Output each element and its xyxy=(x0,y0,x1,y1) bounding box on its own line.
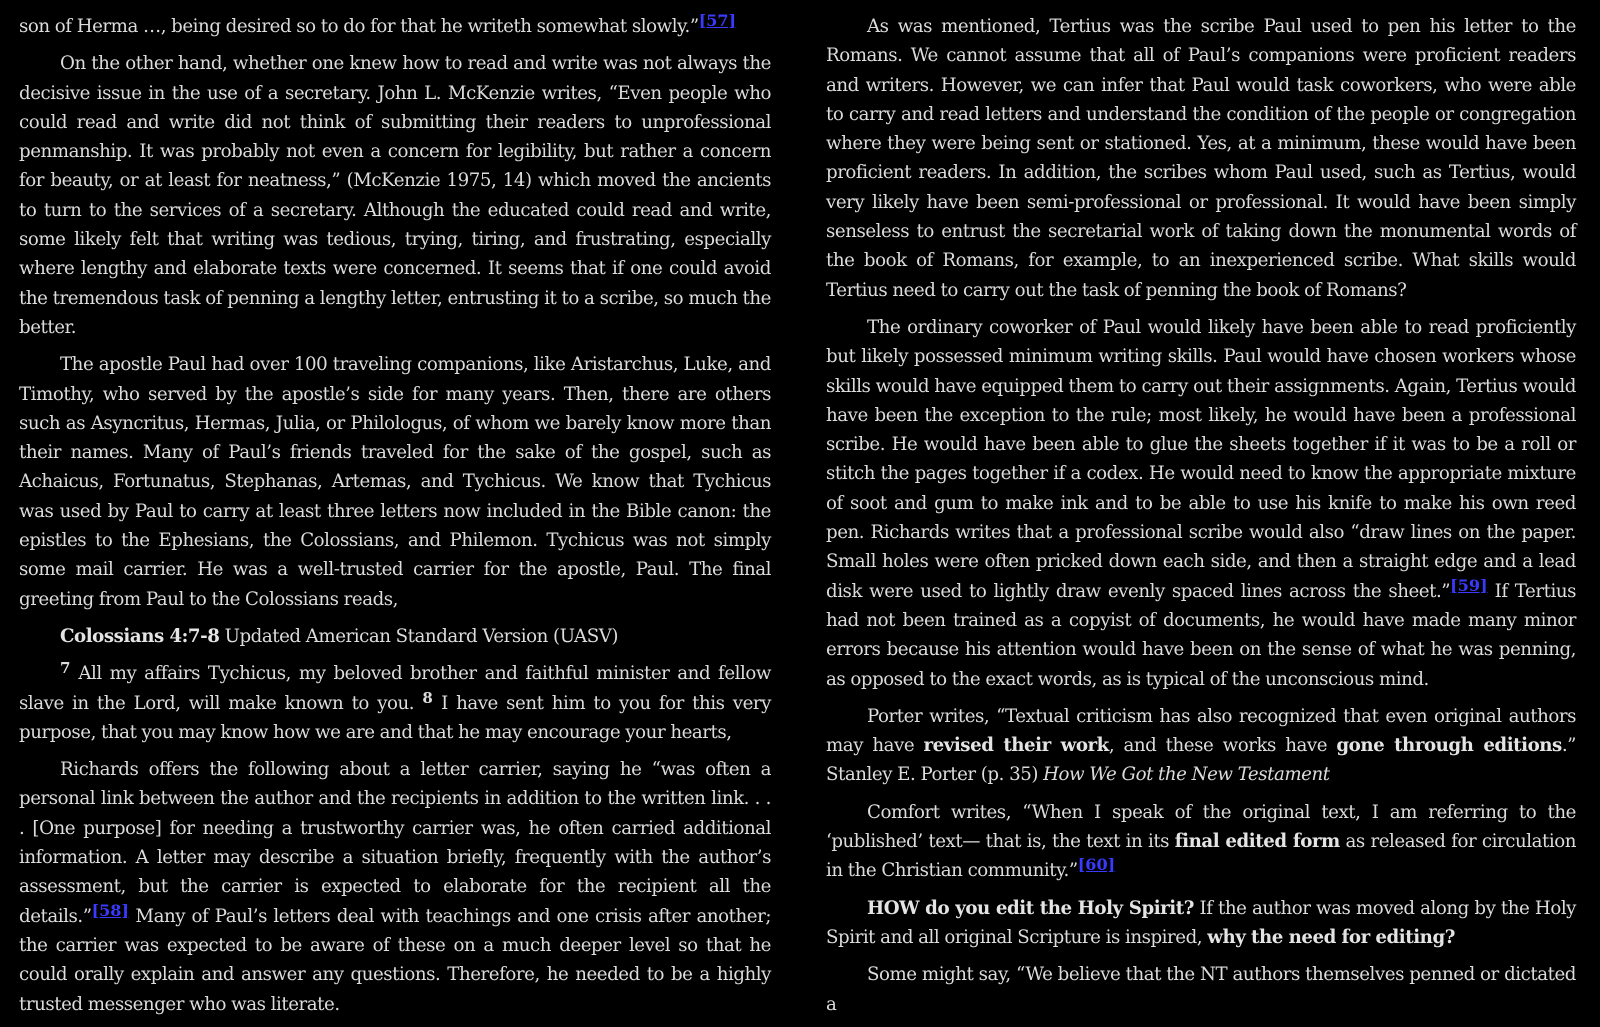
left-page xyxy=(19,12,771,1027)
book-title: How We Got the New Testament xyxy=(1043,764,1330,786)
emphasis-text: final edited form xyxy=(1174,831,1340,853)
footnote-link-60[interactable]: [60] xyxy=(1077,855,1116,875)
paragraph xyxy=(826,798,1576,886)
scripture-citation: Colossians 4:7-8 xyxy=(60,625,220,647)
scripture-quote xyxy=(19,659,771,747)
footnote-ref xyxy=(699,11,736,30)
paragraph-text: The ordinary coworker of Paul would likely have been able to read proficiently but likely possessed minimum writing skills. Paul would have chosen workers whose skills would have equipped them to carry out their assignments. Again, Tertius would have been the exception to the rule; most likely, he would have been a professional scribe. He would have been able to glue the sheets together if it was to be a roll or stitch the pages together if a codex. He would need to know the appropriate mixture of soot and gum to make ink and to be able to use his knife to make his own reed pen. Richards writes that a professional scribe would also “draw lines on the paper. Small holes were often pricked down each side, and then a straight edge and a lead disk were used to lightly draw evenly spaced lines across the sheet.” xyxy=(826,316,1576,602)
verse-number: 8 xyxy=(422,688,433,707)
paragraph-text: Porter writes, “Textual criticism has also recognized that even original authors may have xyxy=(826,705,1576,757)
paragraph-text: Richards offers the following about a letter carrier, saying he “was often a personal link between the author and the recipients in addition to the written link. . . . [One purpose] for needing a trustworthy carrier was, he often carried additional information. A letter may describe a situation briefly, frequently with the author’s assessment, but the carrier is expected to elaborate for the recipient all the details.” xyxy=(19,759,771,927)
paragraph-text: If Tertius had not been trained as a copyist of documents, he would have made many minor errors because his attention would have been on the sense of what he was penning, as opposed to the exact words, as is typical of the unconscious mind. xyxy=(826,580,1576,690)
footnote-link-58[interactable]: [58] xyxy=(91,900,129,920)
paragraph-text: as released for circulation in the Christian community.” xyxy=(826,831,1577,882)
paragraph-text: Comfort writes, “When I speak of the original text, I am referring to the ‘published’ text— that is, the text in its xyxy=(826,801,1576,853)
scripture-reference xyxy=(19,622,771,651)
emphasis-text: why the need for editing? xyxy=(1207,926,1455,948)
paragraph xyxy=(826,960,1576,1019)
paragraph-text: son of Herma …, being desired so to do for that he writeth somewhat slowly.” xyxy=(19,16,699,37)
verse-number: 7 xyxy=(60,659,71,678)
emphasis-text: HOW do you edit the Holy Spirit? xyxy=(867,897,1194,919)
paragraph xyxy=(826,702,1576,790)
footnote-link-59[interactable]: [59] xyxy=(1450,575,1488,595)
paragraph-text: The apostle Paul had over 100 traveling companions, like Aristarchus, Luke, and Timothy, who served by the apostle’s side for many years. Then, there are others such as Asyncritus, Hermas, Julia, or Philologus, of whom we barely know more than their names. Many of Paul’s friends traveled for the sake of the gospel, such as Achaicus, Fortunatus, Stephanas, Artemas, and Tychicus. We know that Tychicus was used by Paul to carry at least three letters now included in the Bible canon: the epistles to the Ephesians, the Colossians, and Philemon. Tychicus was not simply some mail carrier. He was a well-trusted carrier for the apostle, Paul. The final greeting from Paul to the Colossians reads, xyxy=(19,354,771,610)
paragraph xyxy=(826,313,1576,694)
paragraph-text: If the author was moved along by the Holy Spirit and all original Scripture is inspired, xyxy=(826,897,1577,948)
paragraph-text: Some might say, “We believe that the NT authors themselves penned or dictated a xyxy=(826,964,1576,1015)
paragraph xyxy=(19,49,771,342)
emphasis-text: gone through editions xyxy=(1336,735,1562,757)
right-page xyxy=(826,12,1576,1027)
paragraph-text: On the other hand, whether one knew how to read and write was not always the decisive issue in the use of a secretary. John L. McKenzie writes, “Even people who could read and write did not think of submitting their readers to unprofessional penmanship. It was probably not even a concern for legibility, but rather a concern for beauty, or at least for neatness,” (McKenzie 1975, 14) which moved the ancients to turn to the services of a secretary. Although the educated could read and write, some likely felt that writing was tedious, trying, tiring, and frustrating, especially where lengthy and elaborate texts were concerned. It seems that if one could avoid the tremendous task of penning a lengthy letter, entrusting it to a scribe, so much the better. xyxy=(19,53,771,338)
verse-text: I have sent him to you for this very purpose, that you may know how we are and that he may encourage your hearts, xyxy=(19,692,771,743)
paragraph-text: .” Stanley E. Porter (p. 35) xyxy=(826,735,1577,786)
paragraph xyxy=(826,894,1576,953)
emphasis-text: revised their work xyxy=(923,735,1109,757)
paragraph xyxy=(826,12,1576,305)
footnote-ref xyxy=(1450,576,1487,595)
paragraph xyxy=(19,350,771,614)
footnote-link-57[interactable]: [57] xyxy=(698,11,737,30)
bible-version: Updated American Standard Version (UASV) xyxy=(219,625,619,647)
paragraph-text: Many of Paul’s letters deal with teachings and one crisis after another; the carrier was expected to be aware of these on a much deeper level so that he could orally explain and answer any questions. Therefore, he needed to be a highly trusted messenger who was literate. xyxy=(19,905,771,1015)
paragraph xyxy=(19,12,771,41)
footnote-ref xyxy=(92,901,129,920)
paragraph xyxy=(19,755,771,1019)
paragraph-text: , and these works have xyxy=(1108,735,1337,757)
verse-text: All my affairs Tychicus, my beloved brother and faithful minister and fellow slave in the Lord, will make known to you. xyxy=(19,663,771,714)
paragraph-text: As was mentioned, Tertius was the scribe Paul used to pen his letter to the Romans. We cannot assume that all of Paul’s companions were proficient readers and writers. However, we can infer that Paul would task coworkers, who were able to carry and read letters and understand the condition of the people or congregation where they were being sent or stationed. Yes, at a minimum, these would have been proficient readers. In addition, the scribes whom Paul used, such as Tertius, would very likely have been semi-professional or professional. It would have been simply senseless to entrust the secretarial work of taking down the monumental words of the book of Romans, for example, to an inexperienced scribe. What skills would Tertius need to carry out the task of penning the book of Romans? xyxy=(826,16,1576,301)
footnote-ref xyxy=(1078,855,1115,874)
